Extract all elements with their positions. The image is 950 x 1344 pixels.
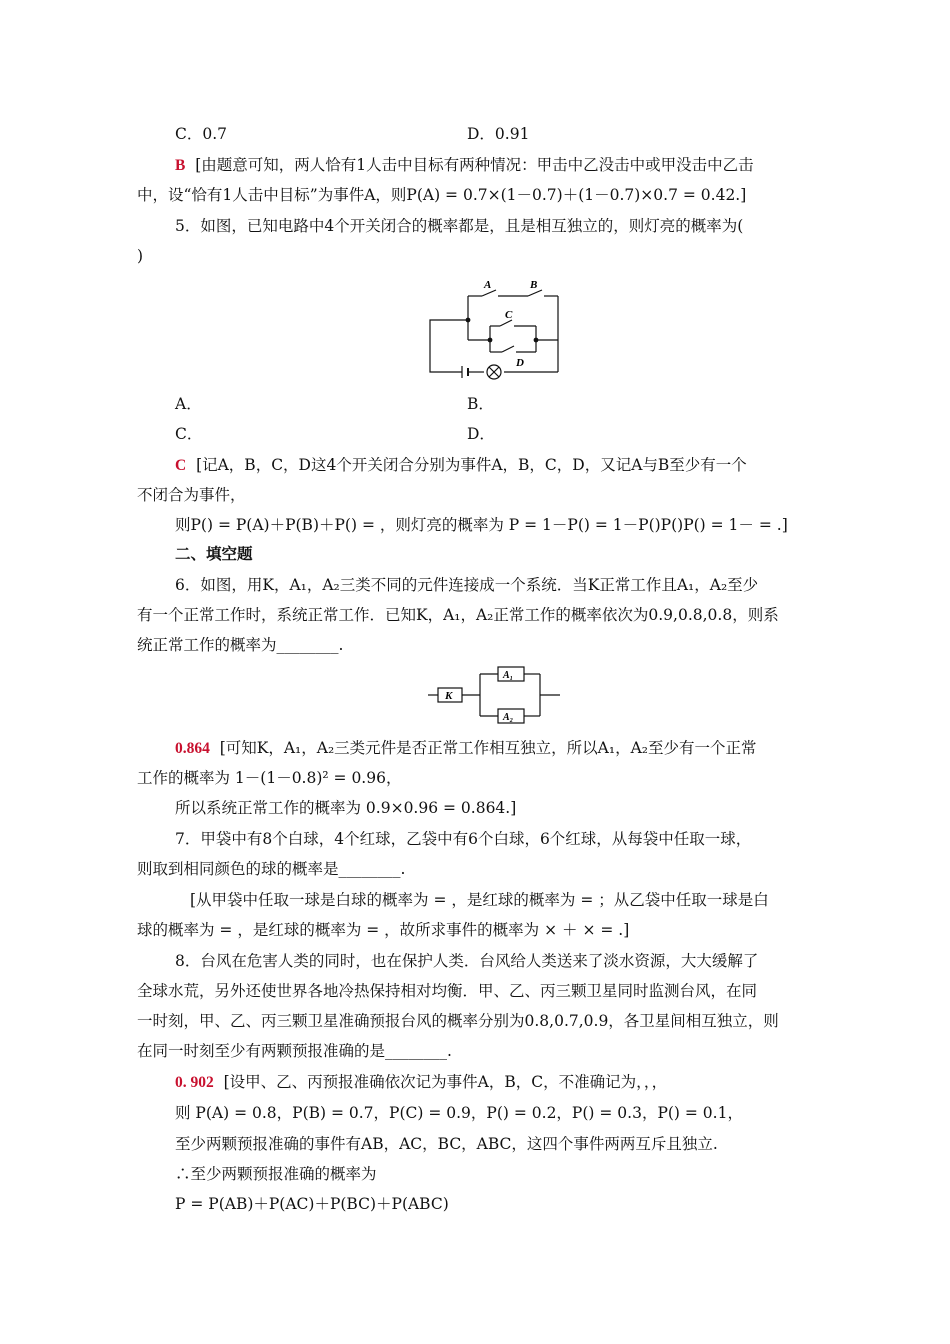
q5-solution-line-2: 不闭合为事件， (137, 486, 246, 504)
q7-stem-line-1: 7．甲袋中有8个白球，4个红球，乙袋中有6个白球，6个红球，从每袋中任取一球， (175, 830, 752, 848)
q8-solution-line-2: 则 P(A) = 0.8，P(B) = 0.7，P(C) = 0.9，P() = 0.2，P() = 0.3，P() = 0.1， (175, 1104, 743, 1122)
q8-solution-line-3: 至少两颗预报准确的事件有AB，AC，BC，ABC，这四个事件两两互斥且独立. (175, 1135, 718, 1153)
component-label-a2: A₂ (503, 712, 514, 723)
q8-solution-line-5: P = P(AB)＋P(AC)＋P(BC)＋P(ABC) (175, 1195, 449, 1213)
q8-solution-line-1 (175, 1071, 667, 1094)
switch-label-d: D (516, 357, 524, 369)
q8-solution-line-4: ∴至少两颗预报准确的概率为 (175, 1165, 377, 1183)
component-label-a1: A₁ (503, 670, 514, 681)
q5-stem-line-1: 5．如图，已知电路中4个开关闭合的概率都是，且是相互独立的，则灯亮的概率为( (175, 217, 744, 235)
q7-solution-line-2: 球的概率为 = ，是红球的概率为 = ，故所求事件的概率为 × ＋ × = .] (137, 921, 630, 939)
q7-solution-line-1: [从甲袋中任取一球是白球的概率为 = ，是红球的概率为 = ；从乙袋中任取一球是白 (190, 891, 769, 909)
q6-solution-text-1: [可知K，A₁，A₂三类元件是否正常工作相互独立，所以A₁，A₂至少有一个正常 (219, 739, 757, 757)
q6-solution-line-2: 工作的概率为 1－(1－0.8)² = 0.96， (137, 769, 402, 787)
section-title-fill-in: 二、填空题 (175, 544, 253, 563)
q6-stem-line-2: 有一个正常工作时，系统正常工作．已知K，A₁，A₂正常工作的概率依次为0.9,0.8,0.8，则系 (137, 606, 779, 624)
q5-answer: C (175, 457, 187, 474)
circuit-diagram-switches (420, 278, 580, 384)
q5-solution-line-3: 则P() = P(A)＋P(B)＋P() = ，则灯亮的概率为 P = 1－P() = 1－P()P()P() = 1－ = .] (175, 516, 788, 534)
q4-answer: B (175, 157, 186, 174)
q8-solution-text-1: [设甲、乙、丙预报准确依次记为事件A，B，C，不准确记为，，， (223, 1073, 668, 1091)
q6-solution-line-1 (175, 737, 757, 760)
q7-stem-line-2: 则取到相同颜色的球的概率是________. (137, 860, 406, 878)
q5-solution-text-1: [记A，B，C，D这4个开关闭合分别为事件A，B，C，D，又记A与B至少有一个 (196, 456, 747, 474)
q5-stem-line-2: ) (137, 247, 144, 265)
q5-option-d: D． (467, 425, 495, 443)
q4-solution-line-2: 中，设“恰有1人击中目标”为事件A，则P(A) = 0.7×(1－0.7)＋(1－0.7)×0.7 = 0.42.] (137, 186, 747, 204)
system-diagram (424, 664, 564, 726)
q8-stem-line-1: 8．台风在危害人类的同时，也在保护人类．台风给人类送来了淡水资源，大大缓解了 (175, 952, 759, 970)
q6-solution-line-3: 所以系统正常工作的概率为 0.9×0.96 = 0.864.] (175, 799, 517, 817)
q5-option-c: C． (175, 425, 203, 443)
q6-stem-line-3: 统正常工作的概率为________. (137, 636, 344, 654)
switch-label-b: B (530, 279, 538, 291)
q5-option-b: B． (467, 395, 494, 413)
q6-answer: 0.864 (175, 740, 210, 757)
q8-stem-line-3: 一时刻，甲、乙、丙三颗卫星准确预报台风的概率分别为0.8,0.7,0.9，各卫星间相互独立，则 (137, 1012, 779, 1030)
q8-stem-line-2: 全球水荒，另外还使世界各地冷热保持相对均衡．甲、乙、丙三颗卫星同时监测台风，在同 (137, 982, 758, 1000)
q4-option-c: C．0.7 (175, 125, 228, 143)
component-label-k: K (445, 690, 453, 702)
q4-solution-line-1 (175, 154, 754, 177)
switch-label-c: C (505, 309, 513, 321)
q8-stem-line-4: 在同一时刻至少有两颗预报准确的是________. (137, 1042, 452, 1060)
q6-stem-line-1: 6．如图，用K，A₁，A₂三类不同的元件连接成一个系统．当K正常工作且A₁，A₂至少 (175, 576, 759, 594)
q4-option-d: D．0.91 (467, 125, 530, 143)
q5-option-a: A． (175, 395, 202, 413)
q4-solution-text-1: [由题意可知，两人恰有1人击中目标有两种情况：甲击中乙没击中或甲没击中乙击 (195, 156, 754, 174)
q5-solution-line-1 (175, 454, 747, 477)
q8-answer: 0. 902 (175, 1074, 214, 1091)
switch-label-a: A (484, 279, 492, 291)
